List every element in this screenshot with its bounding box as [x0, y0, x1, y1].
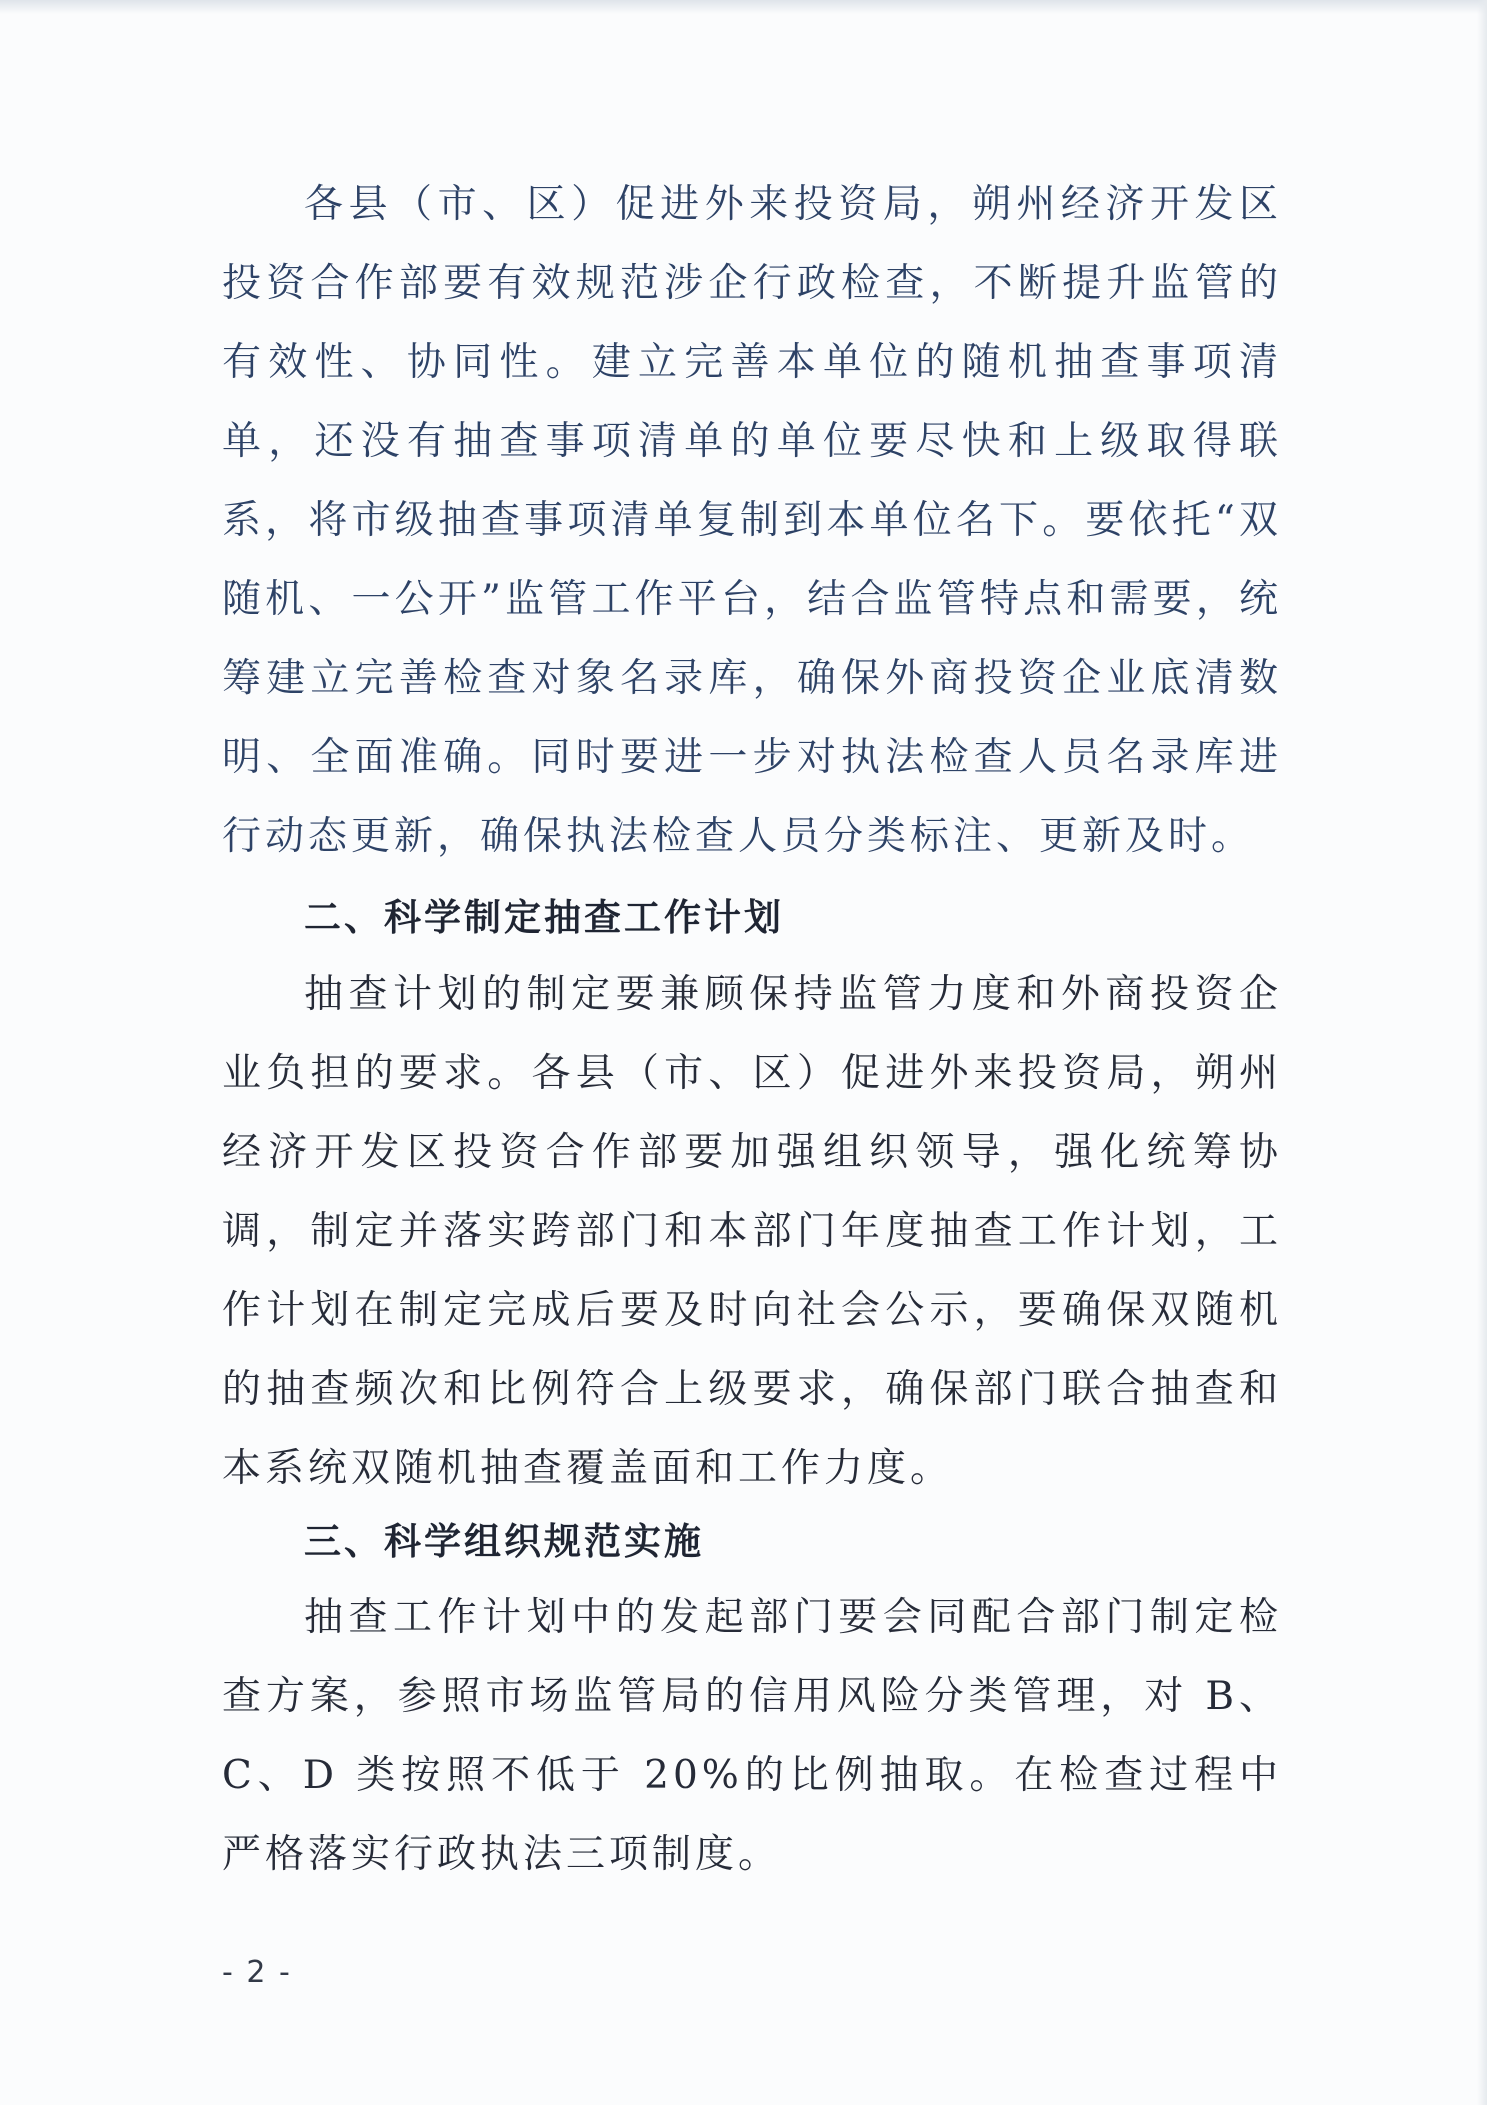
page-number: - 2 -: [222, 1955, 292, 1990]
paragraph-2: 抽查计划的制定要兼顾保持监管力度和外商投资企业负担的要求。各县（市、区）促进外来投资局，朔州经济开发区投资合作部要加强组织领导，强化统筹协调，制定并落实跨部门和本部门年度抽查工作计划，工作计划在制定完成后要及时向社会公示，要确保双随机的抽查频次和比例符合上级要求，确保部门联合抽查和本系统双随机抽查覆盖面和工作力度。: [222, 972, 1282, 1491]
section-heading-2: 二、科学制定抽查工作计划: [304, 896, 784, 939]
scan-edge-top: [0, 0, 1487, 14]
section-heading-3: 三、科学组织规范实施: [304, 1520, 704, 1563]
scan-edge-right: [1477, 0, 1487, 2105]
paragraph-3: 抽查工作计划中的发起部门要会同配合部门制定检查方案，参照市场监管局的信用风险分类管理，对 B、C、D 类按照不低于 20%的比例抽取。在检查过程中严格落实行政执法三项制度。: [222, 1595, 1282, 1877]
paragraph-1: 各县（市、区）促进外来投资局，朔州经济开发区投资合作部要有效规范涉企行政检查，不断提升监管的有效性、协同性。建立完善本单位的随机抽查事项清单，还没有抽查事项清单的单位要尽快和上级取得联系，将市级抽查事项清单复制到本单位名下。要依托“双随机、一公开”监管工作平台，结合监管特点和需要，统筹建立完善检查对象名录库，确保外商投资企业底清数明、全面准确。同时要进一步对执法检查人员名录库进行动态更新，确保执法检查人员分类标注、更新及时。: [222, 182, 1282, 859]
